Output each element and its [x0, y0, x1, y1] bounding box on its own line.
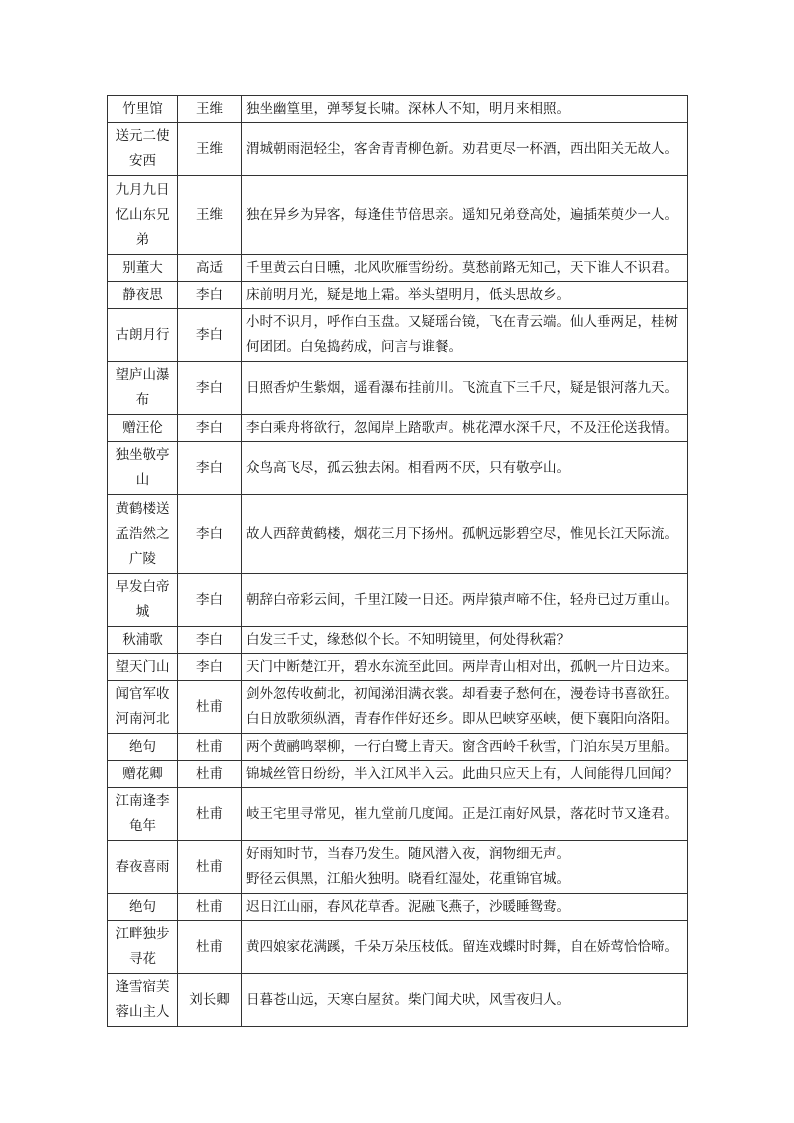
poem-text: 故人西辞黄鹤楼，烟花三月下扬州。孤帆远影碧空尽，惟见长江天际流。 [242, 495, 688, 574]
poem-title: 古朗月行 [108, 309, 178, 362]
poem-title: 黄鹤楼送孟浩然之广陵 [108, 495, 178, 574]
table-row [108, 282, 688, 309]
poem-text: 朝辞白帝彩云间，千里江陵一日还。两岸猿声啼不住，轻舟已过万重山。 [242, 574, 688, 627]
poem-author: 杜甫 [178, 761, 242, 788]
poem-author: 杜甫 [178, 921, 242, 974]
table-row [108, 442, 688, 495]
table-row [108, 761, 688, 788]
table-row [108, 96, 688, 123]
table-row [108, 123, 688, 176]
poem-table-body [108, 96, 688, 1027]
poem-text: 日暮苍山远，天寒白屋贫。柴门闻犬吠，风雪夜归人。 [242, 974, 688, 1027]
poem-author: 李白 [178, 627, 242, 654]
poem-text: 独坐幽篁里，弹琴复长啸。深林人不知，明月来相照。 [242, 96, 688, 123]
table-row [108, 627, 688, 654]
table-row [108, 734, 688, 761]
poem-author: 李白 [178, 362, 242, 415]
poem-title: 静夜思 [108, 282, 178, 309]
table-row [108, 974, 688, 1027]
poem-text: 天门中断楚江开，碧水东流至此回。两岸青山相对出，孤帆一片日边来。 [242, 654, 688, 681]
poem-title: 江南逢李龟年 [108, 788, 178, 841]
poem-author: 杜甫 [178, 894, 242, 921]
table-row [108, 176, 688, 255]
poem-title: 秋浦歌 [108, 627, 178, 654]
poem-author: 李白 [178, 415, 242, 442]
poem-title: 竹里馆 [108, 96, 178, 123]
poem-author: 王维 [178, 96, 242, 123]
poem-author: 刘长卿 [178, 974, 242, 1027]
poem-title: 望庐山瀑布 [108, 362, 178, 415]
poem-title: 九月九日忆山东兄弟 [108, 176, 178, 255]
poem-title: 赠汪伦 [108, 415, 178, 442]
table-row [108, 495, 688, 574]
poem-author: 李白 [178, 309, 242, 362]
poem-title: 绝句 [108, 894, 178, 921]
poem-text: 众鸟高飞尽，孤云独去闲。相看两不厌，只有敬亭山。 [242, 442, 688, 495]
poem-title: 江畔独步寻花 [108, 921, 178, 974]
poem-text: 床前明月光，疑是地上霜。举头望明月，低头思故乡。 [242, 282, 688, 309]
table-row [108, 681, 688, 734]
poem-title: 春夜喜雨 [108, 841, 178, 894]
poem-author: 李白 [178, 574, 242, 627]
poem-author: 杜甫 [178, 788, 242, 841]
poem-author: 王维 [178, 176, 242, 255]
poem-title: 赠花卿 [108, 761, 178, 788]
table-row [108, 894, 688, 921]
table-row [108, 362, 688, 415]
poem-text: 小时不识月，呼作白玉盘。又疑瑶台镜，飞在青云端。仙人垂两足，桂树何团团。白兔捣药成，问言与谁餐。 [242, 309, 688, 362]
poem-text: 李白乘舟将欲行，忽闻岸上踏歌声。桃花潭水深千尺，不及汪伦送我情。 [242, 415, 688, 442]
poem-title: 早发白帝城 [108, 574, 178, 627]
poem-author: 李白 [178, 442, 242, 495]
poem-title: 望天门山 [108, 654, 178, 681]
table-row [108, 415, 688, 442]
table-row [108, 255, 688, 282]
poem-title: 绝句 [108, 734, 178, 761]
poem-text: 岐王宅里寻常见，崔九堂前几度闻。正是江南好风景，落花时节又逢君。 [242, 788, 688, 841]
poem-title: 逢雪宿芙蓉山主人 [108, 974, 178, 1027]
poem-title: 独坐敬亭山 [108, 442, 178, 495]
poem-author: 王维 [178, 123, 242, 176]
poem-table [107, 95, 688, 1027]
poem-title: 闻官军收河南河北 [108, 681, 178, 734]
poem-text: 剑外忽传收蓟北，初闻涕泪满衣裳。却看妻子愁何在，漫卷诗书喜欲狂。 白日放歌须纵酒，青春作伴好还乡。即从巴峡穿巫峡，便下襄阳向洛阳。 [242, 681, 688, 734]
poem-text: 锦城丝管日纷纷，半入江风半入云。此曲只应天上有，人间能得几回闻？ [242, 761, 688, 788]
poem-author: 杜甫 [178, 681, 242, 734]
table-row [108, 788, 688, 841]
poem-author: 李白 [178, 282, 242, 309]
table-row [108, 841, 688, 894]
table-row [108, 309, 688, 362]
poem-text: 黄四娘家花满蹊，千朵万朵压枝低。留连戏蝶时时舞，自在娇莺恰恰啼。 [242, 921, 688, 974]
poem-text: 迟日江山丽，春风花草香。泥融飞燕子，沙暖睡鸳鸯。 [242, 894, 688, 921]
poem-author: 李白 [178, 495, 242, 574]
poem-author: 杜甫 [178, 734, 242, 761]
poem-text: 两个黄鹂鸣翠柳，一行白鹭上青天。窗含西岭千秋雪，门泊东吴万里船。 [242, 734, 688, 761]
table-row [108, 654, 688, 681]
poem-text: 独在异乡为异客，每逢佳节倍思亲。遥知兄弟登高处，遍插茱萸少一人。 [242, 176, 688, 255]
poem-title: 送元二使安西 [108, 123, 178, 176]
poem-text: 日照香炉生紫烟，遥看瀑布挂前川。飞流直下三千尺，疑是银河落九天。 [242, 362, 688, 415]
poem-author: 李白 [178, 654, 242, 681]
poem-text: 白发三千丈，缘愁似个长。不知明镜里，何处得秋霜？ [242, 627, 688, 654]
poem-author: 高适 [178, 255, 242, 282]
table-row [108, 921, 688, 974]
poem-author: 杜甫 [178, 841, 242, 894]
table-row [108, 574, 688, 627]
poem-text: 好雨知时节，当春乃发生。随风潜入夜，润物细无声。 野径云俱黑，江船火独明。晓看红湿处，花重锦官城。 [242, 841, 688, 894]
poem-text: 渭城朝雨浥轻尘，客舍青青柳色新。劝君更尽一杯酒，西出阳关无故人。 [242, 123, 688, 176]
poem-text: 千里黄云白日曛，北风吹雁雪纷纷。莫愁前路无知己，天下谁人不识君。 [242, 255, 688, 282]
poem-title: 别董大 [108, 255, 178, 282]
